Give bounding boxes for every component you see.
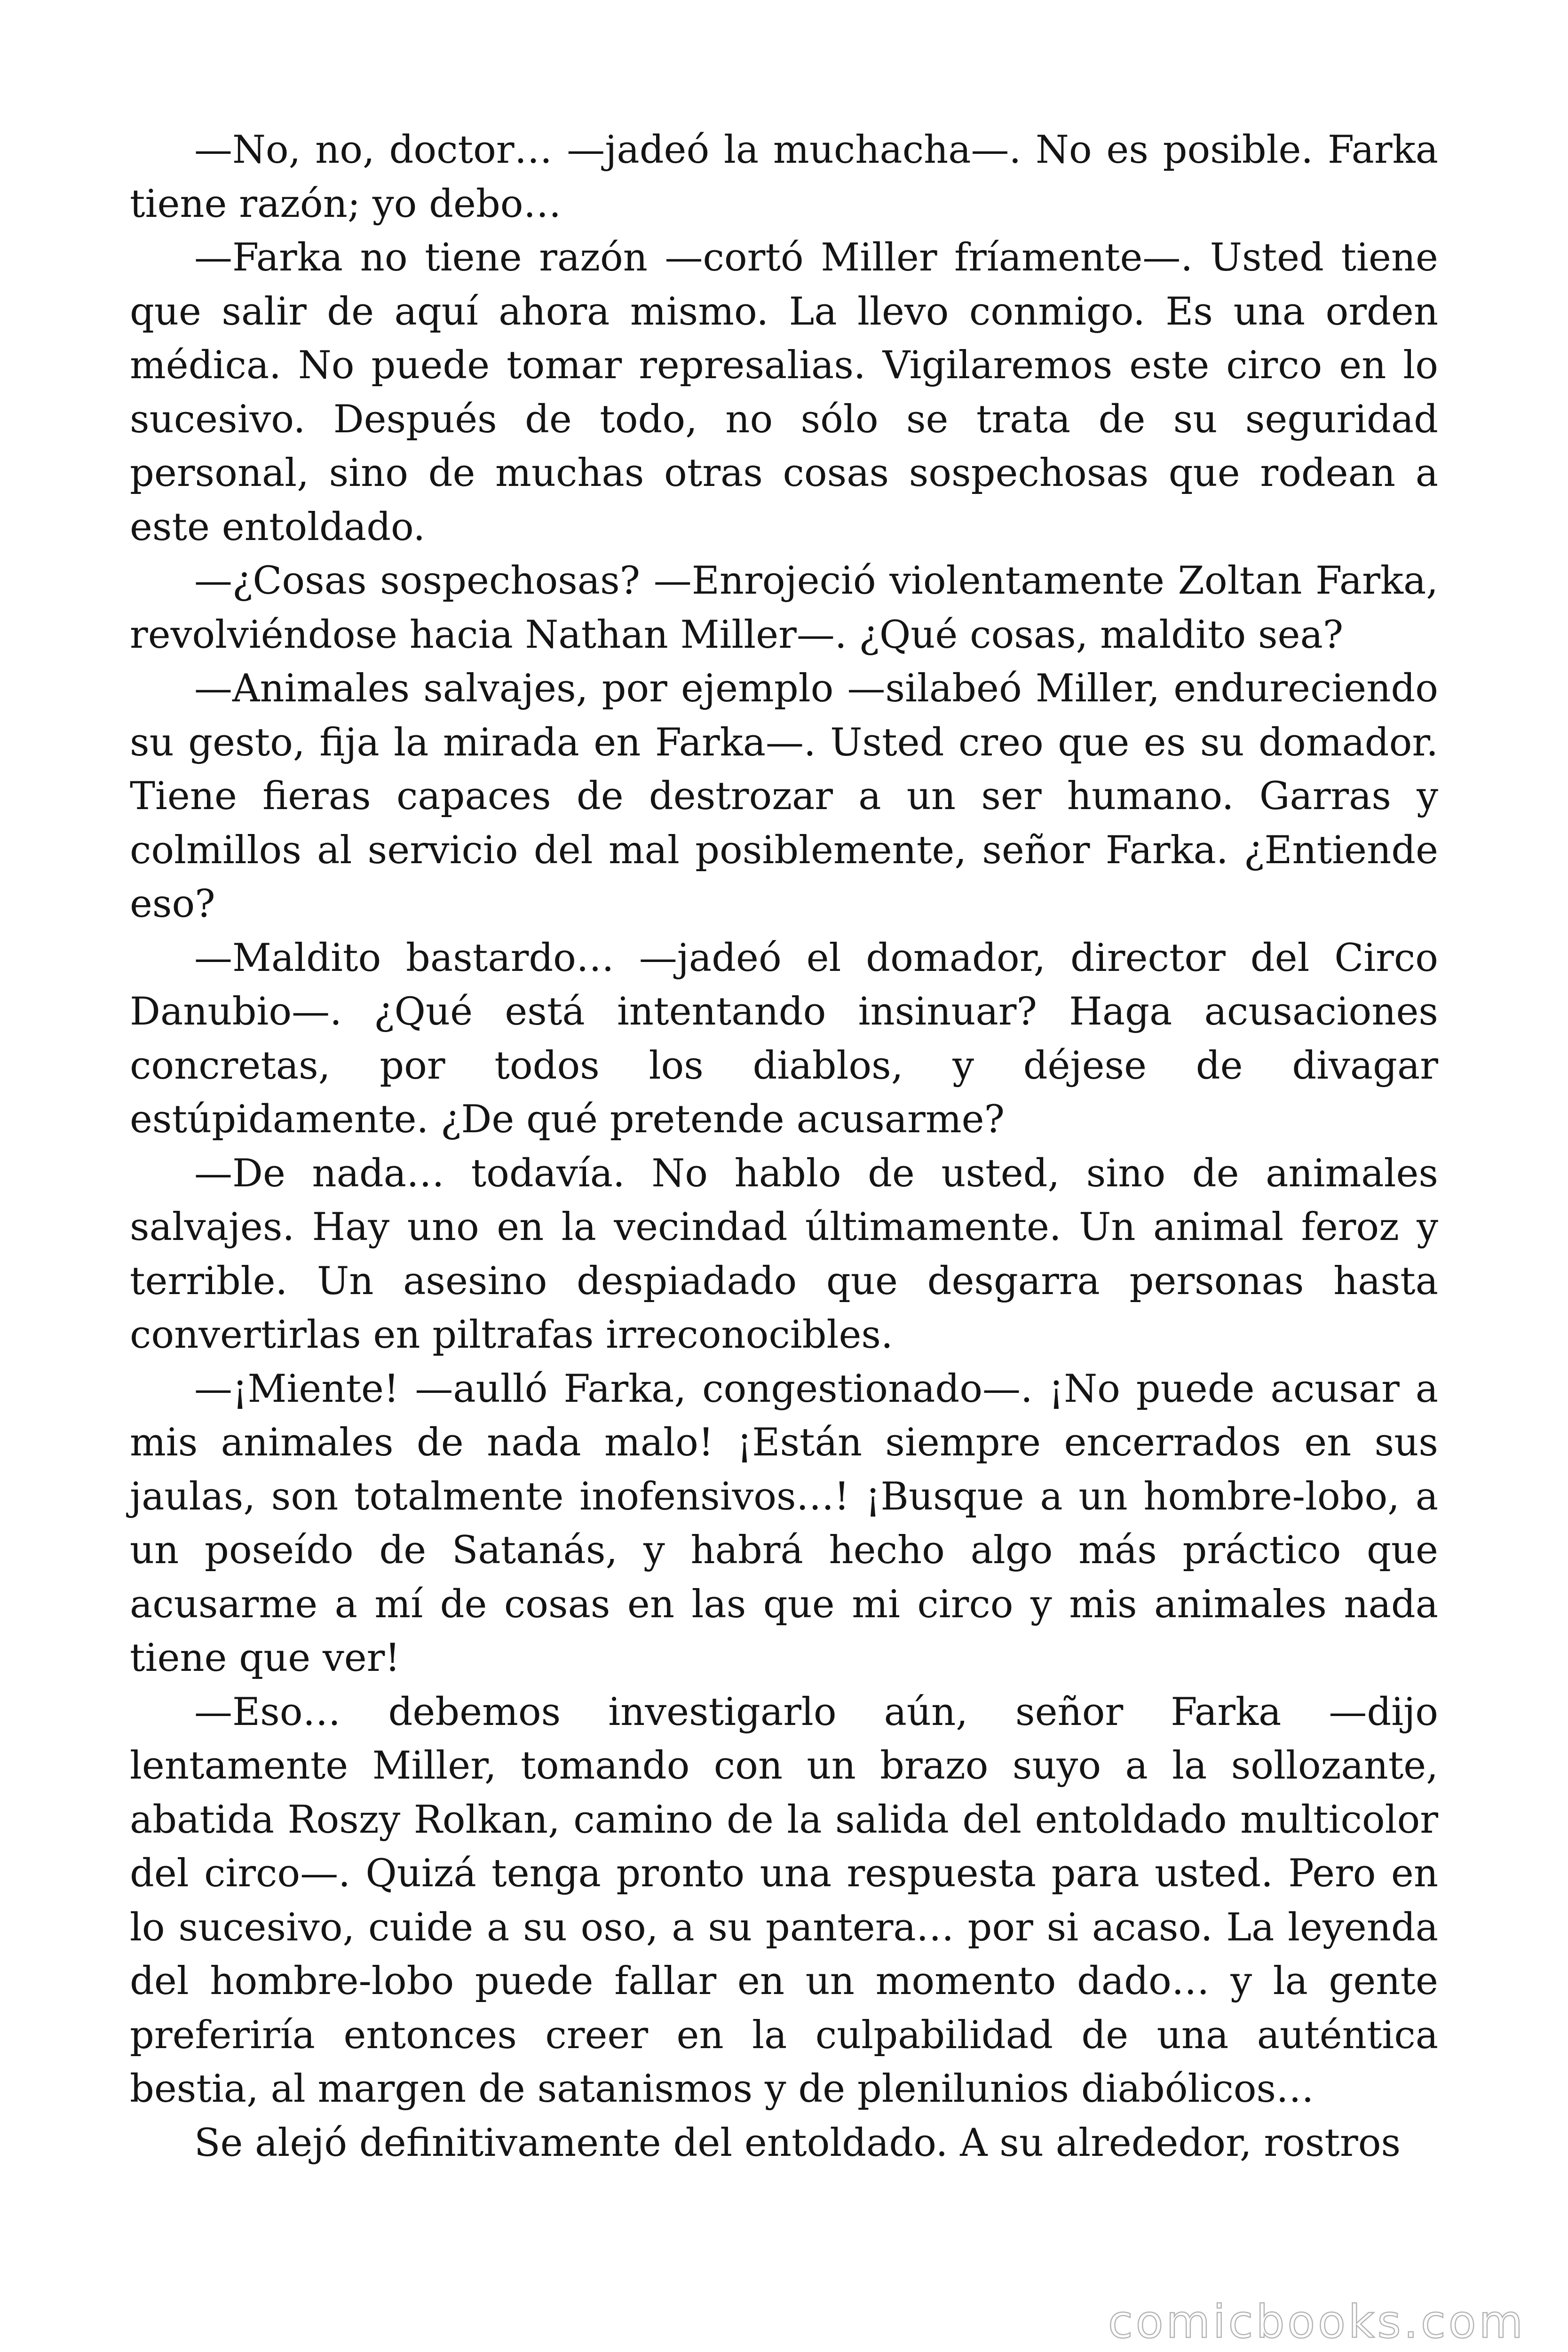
watermark: comicbooks.com [1108, 2296, 1526, 2348]
body-text [130, 123, 1438, 2170]
paragraph-2: —Farka no tiene razón —cortó Miller fríamente—. Usted tiene que salir de aquí ahora mismo. La llevo conmigo. Es una orden médica. No puede tomar represalias. Vigilaremos este circo en lo sucesivo. Después de todo, no sólo se trata de su seguridad personal, sino de muchas otras cosas sospechosas que rodean a este entoldado. [130, 236, 1438, 549]
paragraph-3: —¿Cosas sospechosas? —Enrojeció violentamente Zoltan Farka, revolviéndose hacia Nathan Miller—. ¿Qué cosas, maldito sea? [130, 559, 1438, 657]
paragraph-9: Se alejó definitivamente del entoldado. A su alrededor, rostros [194, 2121, 1401, 2165]
paragraph-6: —De nada… todavía. No hablo de usted, sino de animales salvajes. Hay uno en la vecindad últimamente. Un animal feroz y terrible. Un asesino despiadado que desgarra personas hasta convertirlas en piltrafas irreconocibles. [130, 1151, 1438, 1357]
paragraph-1: —No, no, doctor… —jadeó la muchacha—. No es posible. Farka tiene razón; yo debo… [130, 128, 1438, 226]
paragraph-4: —Animales salvajes, por ejemplo —silabeó Miller, endureciendo su gesto, fija la mirada en Farka—. Usted creo que es su domador. Tiene fieras capaces de destrozar a un ser humano. Garras y colmillos al servicio del mal posiblemente, señor Farka. ¿Entiende eso? [130, 667, 1438, 926]
paragraph-7: —¡Miente! —aulló Farka, congestionado—. ¡No puede acusar a mis animales de nada malo! ¡Están siempre encerrados en sus jaulas, son totalmente inofensivos…! ¡Busque a un hombre-lobo, a un poseído de Satanás, y habrá hecho algo más práctico que acusarme a mí de cosas en las que mi circo y mis animales nada tiene que ver! [130, 1367, 1438, 1680]
paragraph-5: —Maldito bastardo… —jadeó el domador, director del Circo Danubio—. ¿Qué está intentando insinuar? Haga acusaciones concretas, por todos los diablos, y déjese de divagar estúpidamente. ¿De qué pretende acusarme? [130, 936, 1438, 1142]
paragraph-8: —Eso… debemos investigarlo aún, señor Farka —dijo lentamente Miller, tomando con un brazo suyo a la sollozante, abatida Roszy Rolkan, camino de la salida del entoldado multicolor del circo—. Quizá tenga pronto una respuesta para usted. Pero en lo sucesivo, cuide a su oso, a su pantera… por si acaso. La leyenda del hombre-lobo puede fallar en un momento dado… y la gente preferiría entonces creer en la culpabilidad de una auténtica bestia, al margen de satanismos y de plenilunios diabólicos… [130, 1690, 1438, 2111]
